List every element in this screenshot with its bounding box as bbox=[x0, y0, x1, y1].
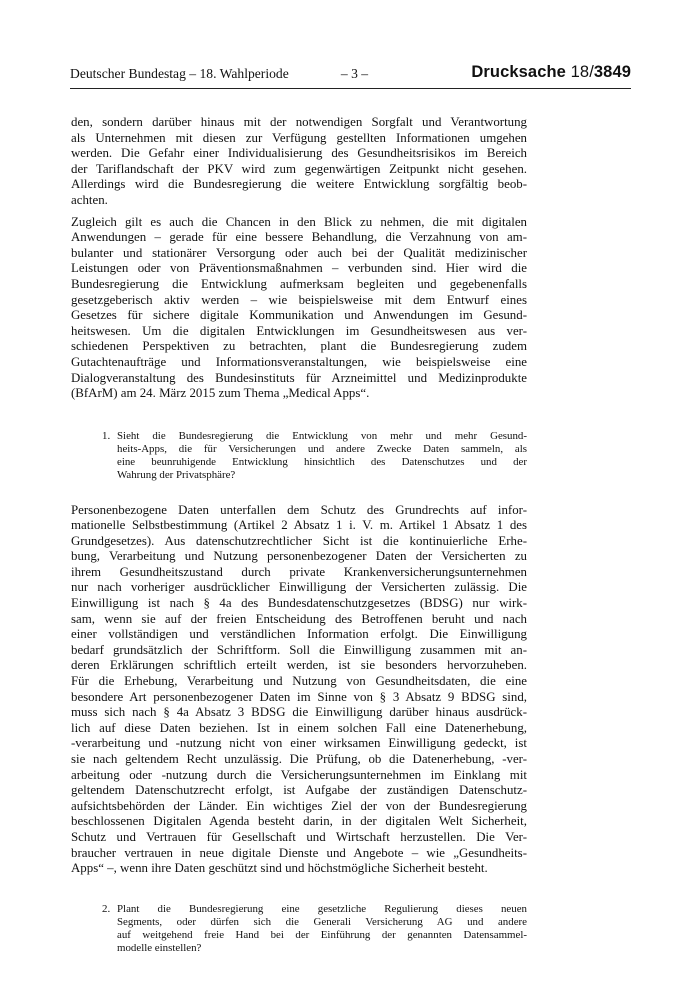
text-line: Anwendungen – gerade für eine bessere Behandlung, die Verzahnung von am- bbox=[71, 230, 527, 245]
text-line: bulanter und stationärer Versorgung oder auch bei der Qualität medizinischer bbox=[71, 245, 527, 260]
text-line: Plant die Bundesregierung eine gesetzliche Regulierung dieses neuen bbox=[117, 902, 527, 915]
text-line: Segments, oder dürfen sich die Generali Versicherung AG und andere bbox=[117, 915, 527, 928]
text-line: als Unternehmen mit diesen zur Verfügung gestellten Informationen umgehen bbox=[71, 130, 527, 145]
question-1 bbox=[71, 430, 527, 483]
answer-paragraph-1 bbox=[71, 115, 527, 209]
text-line: ihrem Gesundheitszustand durch private Krankenversicherungsunternehmen bbox=[71, 564, 527, 579]
text-line: achten. bbox=[71, 192, 108, 207]
text-line: bedarf grundsätzlich der Schriftform. Soll die Einwilligung zusammen mit an- bbox=[71, 642, 527, 657]
document-body bbox=[71, 115, 527, 956]
answer-paragraph-2 bbox=[71, 215, 527, 402]
text-line: geltendem Datenschutzrecht erfolgt, ist Aufgabe der zuständigen Datenschutz- bbox=[71, 783, 527, 798]
text-line: sie nach geltendem Recht unzulässig. Die Prüfung, ob die Datenerhebung, -ver- bbox=[71, 752, 527, 766]
question-text bbox=[117, 430, 527, 483]
text-line: Sieht die Bundesregierung die Entwicklung von mehr und mehr Gesund- bbox=[117, 429, 527, 442]
text-line: heitswesen. Um die digitalen Entwicklungen im Gesundheitswesen aus ver- bbox=[71, 323, 527, 338]
text-line: der Tariflandschaft der PKV wird zum gegenwärtigen Zeitpunkt nicht gesehen. bbox=[71, 161, 527, 176]
text-line: beschlossenen Digitalen Agenda besteht darin, in der digitalen Welt Sicherheit, bbox=[71, 814, 527, 829]
text-line: Zugleich gilt es auch die Chancen in den Blick zu nehmen, die mit digitalen bbox=[71, 214, 527, 229]
question-number: 1. bbox=[102, 429, 111, 442]
text-line: braucher vertrauen in neue digitale Dienste und Angebote – wie „Gesundheits- bbox=[71, 845, 527, 860]
text-line: muss sich nach § 4a Absatz 3 BDSG die Einwilligung darüber hinaus ausdrück- bbox=[71, 705, 527, 720]
answer-paragraph-3 bbox=[71, 503, 527, 877]
text-line: Bundesregierung die Entwicklung aufmerksam begleiten und gegebenenfalls bbox=[71, 276, 527, 291]
question-2 bbox=[71, 903, 527, 956]
text-line: Allerdings wird die Bundesregierung die weitere Entwicklung sorgfältig beob- bbox=[71, 177, 527, 192]
header-page-number: – 3 – bbox=[340, 66, 369, 81]
text-line: Dialogveranstaltung des Bundesinstituts für Arzneimittel und Medizinprodukte bbox=[71, 370, 527, 385]
text-line: arbeitung oder -nutzung durch die Versicherungsunternehmen im Einklang mit bbox=[71, 767, 527, 782]
text-line: deren Erklärungen schriftlich erteilt werden, ist sie besonders hervorzuheben. bbox=[71, 658, 527, 673]
header-document-number: 3849 bbox=[593, 63, 631, 81]
text-line: Schutz und Vertrauen für Gesellschaft und Wirtschaft herzustellen. Die Ver- bbox=[71, 829, 527, 844]
text-line: besondere Art personenbezogener Daten im Sinne von § 3 Absatz 9 BDSG sind, bbox=[71, 689, 527, 704]
text-line: sam, wenn sie auf der freien Entscheidung des Betroffenen beruht und nach bbox=[71, 611, 527, 626]
text-line: auf weitgehend freie Hand bei der Einführung der genannten Datensammel- bbox=[117, 929, 527, 942]
page-header bbox=[70, 63, 631, 89]
text-line: einer vollständigen und verständlichen Information erfolgt. Die Einwilligung bbox=[71, 627, 527, 642]
text-line: bung, Verarbeitung und Nutzung personenbezogener Daten der Versicherten zu bbox=[71, 549, 527, 564]
text-line: heits-Apps, die für Versicherungen und andere Zwecke Daten sammeln, als bbox=[117, 442, 527, 455]
text-line: Für die Erhebung, Verarbeitung und Nutzung von Gesundheitsdaten, die eine bbox=[71, 674, 527, 689]
header-document-prefix: 18/ bbox=[570, 63, 594, 81]
text-line: eine beunruhigende Entwicklung hinsichtlich des Datenschutzes und der bbox=[117, 456, 527, 469]
question-number: 2. bbox=[102, 902, 111, 915]
text-line: mationelle Selbstbestimmung (Artikel 2 Absatz 1 i. V. m. Artikel 1 Absatz 1 des bbox=[71, 518, 527, 533]
text-line: aufsichtsbehörden der Länder. Ein wichtiges Ziel der von der Bundesregierung bbox=[71, 798, 527, 813]
text-line: schiedenen Perspektiven zu betrachten, plant die Bundesregierung zudem bbox=[71, 339, 527, 354]
text-line: modelle einstellen? bbox=[117, 942, 202, 955]
text-line: den, sondern darüber hinaus mit der notwendigen Sorgfalt und Verantwortung bbox=[71, 115, 527, 129]
text-line: Personenbezogene Daten unterfallen dem Schutz des Grundrechts auf infor- bbox=[71, 502, 527, 517]
question-text bbox=[117, 903, 527, 956]
text-line: Apps“ –, wenn ihre Daten geschützt sind und höchstmögliche Sicherheit besteht. bbox=[71, 861, 488, 876]
text-line: Gutachtenaufträge und Informationsveranstaltungen, wie beispielsweise eine bbox=[71, 354, 527, 369]
text-line: werden. Die Gefahr einer Individualisierung des Gesundheitsrisikos im Bereich bbox=[71, 146, 527, 161]
header-document-label: Drucksache bbox=[471, 63, 566, 81]
header-parliament: Deutscher Bundestag – 18. Wahlperiode bbox=[70, 66, 289, 81]
header-document-id bbox=[471, 63, 631, 82]
text-line: -verarbeitung und -nutzung nicht von einer wirksamen Einwilligung gedeckt, ist bbox=[71, 736, 527, 751]
text-line: Grundgesetzes). Aus datenschutzrechtlicher Sicht ist die kontinuierliche Erhe- bbox=[71, 533, 527, 548]
text-line: Gesetzes für sichere digitale Kommunikation und Anwendungen im Gesund- bbox=[71, 308, 527, 323]
text-line: Einwilligung ist nach § 4a des Bundesdatenschutzgesetzes (BDSG) nur wirk- bbox=[71, 596, 527, 611]
text-line: (BfArM) am 24. März 2015 zum Thema „Medical Apps“. bbox=[71, 386, 370, 401]
text-line: lich auf diese Daten beziehen. Ist in einem solchen Fall eine Datenerhebung, bbox=[71, 720, 527, 735]
text-line: Leistungen oder von Präventionsmaßnahmen – verbunden sind. Hier wird die bbox=[71, 261, 527, 276]
text-line: nur nach vorheriger ausdrücklicher Einwilligung der Versicherten zulässig. Die bbox=[71, 580, 527, 595]
text-line: Wahrung der Privatsphäre? bbox=[117, 469, 236, 482]
text-line: gesetzgeberisch aktiv werden – wie beispielsweise mit dem Entwurf eines bbox=[71, 292, 527, 307]
